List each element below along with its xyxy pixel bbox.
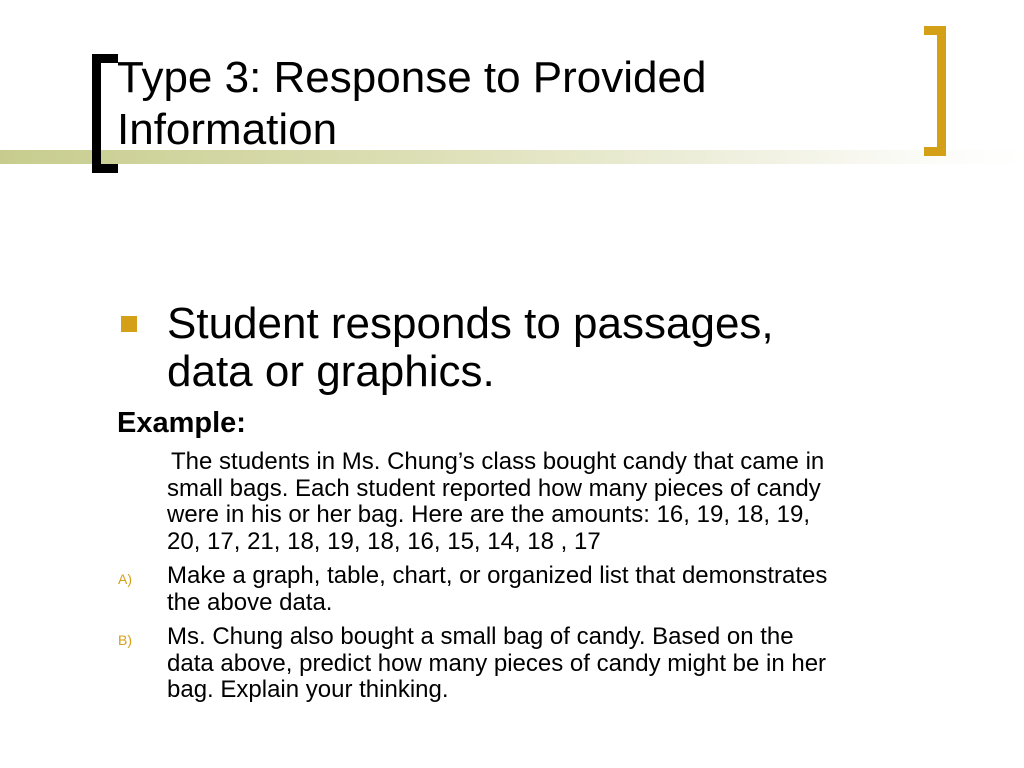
list-item-a-line-1: Make a graph, table, chart, or organized list that demonstrates (167, 562, 828, 589)
example-paragraph-line-2: small bags. Each student reported how many pieces of candy (167, 474, 821, 502)
list-item-b-line-1: Ms. Chung also bought a small bag of candy. Based on the (167, 623, 794, 650)
list-marker-b: B) (118, 632, 132, 648)
slide-title-line-1: Type 3: Response to Provided (117, 53, 707, 102)
example-paragraph (167, 449, 967, 555)
square-bullet-icon (121, 316, 137, 332)
main-bullet-line-2: data or graphics. (167, 347, 495, 396)
example-paragraph-line-3: were in his or her bag. Here are the amounts: 16, 19, 18, 19, (167, 501, 811, 528)
example-paragraph-line-1: The students in Ms. Chung’s class bought candy that came in (171, 448, 825, 475)
example-heading: Example: (117, 407, 246, 439)
slide-title (117, 52, 706, 156)
list-item-a (167, 563, 967, 616)
list-item-b-line-2: data above, predict how many pieces of candy might be in her (167, 649, 827, 677)
left-bracket-decoration (92, 54, 118, 173)
list-item-a-line-2: the above data. (167, 588, 333, 616)
right-bracket-decoration (924, 26, 946, 156)
list-item-b (167, 624, 967, 704)
list-item-b-line-3: bag. Explain your thinking. (167, 676, 449, 703)
slide-title-line-2: Information (117, 105, 338, 154)
list-marker-a: A) (118, 571, 132, 587)
main-bullet-point (167, 300, 927, 396)
example-paragraph-line-4: 20, 17, 21, 18, 19, 18, 16, 15, 14, 18 , 17 (167, 527, 601, 555)
main-bullet-line-1: Student responds to passages, (167, 299, 774, 348)
